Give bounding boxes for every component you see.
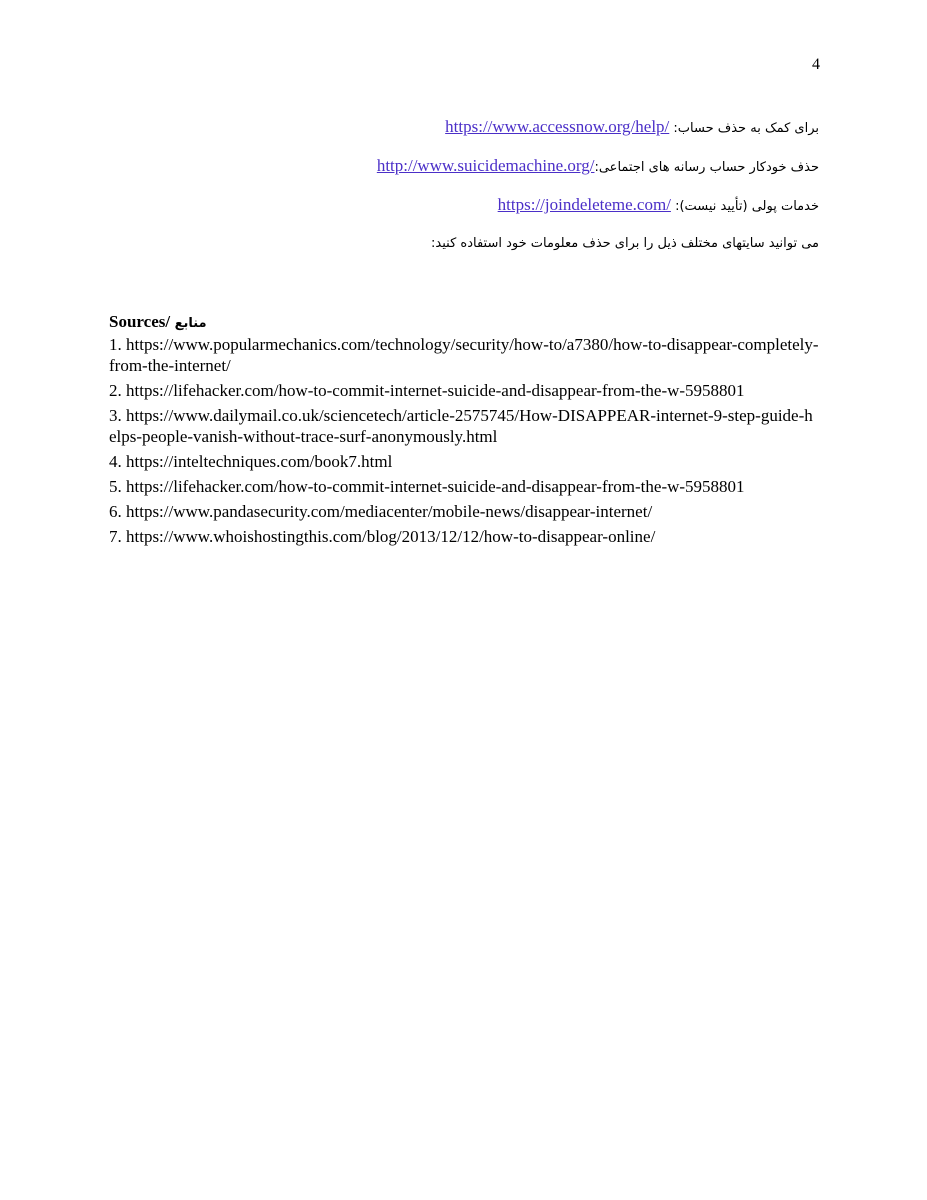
joindeleteme-link[interactable]: https://joindeleteme.com/	[497, 195, 671, 214]
auto-delete-social-line	[377, 156, 819, 176]
source-item: 1. https://www.popularmechanics.com/technology/security/how-to/a7380/how-to-disappear-completely-from-the-internet/	[109, 335, 819, 375]
various-sites-label: می توانید سایتهای مختلف ذیل را برای حذف معلومات خود استفاده کنید:	[431, 236, 819, 251]
sources-heading-fa: منابع	[170, 316, 207, 331]
source-item: 3. https://www.dailymail.co.uk/sciencetech/article-2575745/How-DISAPPEAR-internet-9-step-guide-helps-people-vanish-without-trace-surf-anonymously.html	[109, 406, 813, 446]
various-sites-line	[431, 236, 819, 251]
sources-heading-en: Sources/	[109, 312, 171, 331]
paid-services-line	[498, 195, 819, 215]
source-list	[109, 334, 819, 547]
auto-delete-social-label: حذف خودکار حساب رسانه های اجتماعی:	[594, 160, 819, 175]
source-item: 4. https://inteltechniques.com/book7.html	[109, 452, 393, 471]
page-number: 4	[812, 56, 820, 73]
source-item: 5. https://lifehacker.com/how-to-commit-internet-suicide-and-disappear-from-the-w-5958801	[109, 477, 745, 496]
source-item: 7. https://www.whoishostingthis.com/blog/2013/12/12/how-to-disappear-online/	[109, 527, 656, 546]
accessnow-link[interactable]: https://www.accessnow.org/help/	[445, 117, 670, 136]
suicidemachine-link[interactable]: http://www.suicidemachine.org/	[376, 156, 595, 175]
sources-heading	[109, 311, 819, 334]
help-delete-account-line	[445, 117, 819, 137]
paid-services-label: خدمات پولی (تأیید نیست):	[670, 199, 819, 214]
source-item: 2. https://lifehacker.com/how-to-commit-internet-suicide-and-disappear-from-the-w-5958801	[109, 381, 745, 400]
source-item: 6. https://www.pandasecurity.com/mediacenter/mobile-news/disappear-internet/	[109, 502, 653, 521]
help-delete-account-label: برای کمک به حذف حساب:	[669, 121, 819, 136]
sources-section	[109, 311, 819, 551]
